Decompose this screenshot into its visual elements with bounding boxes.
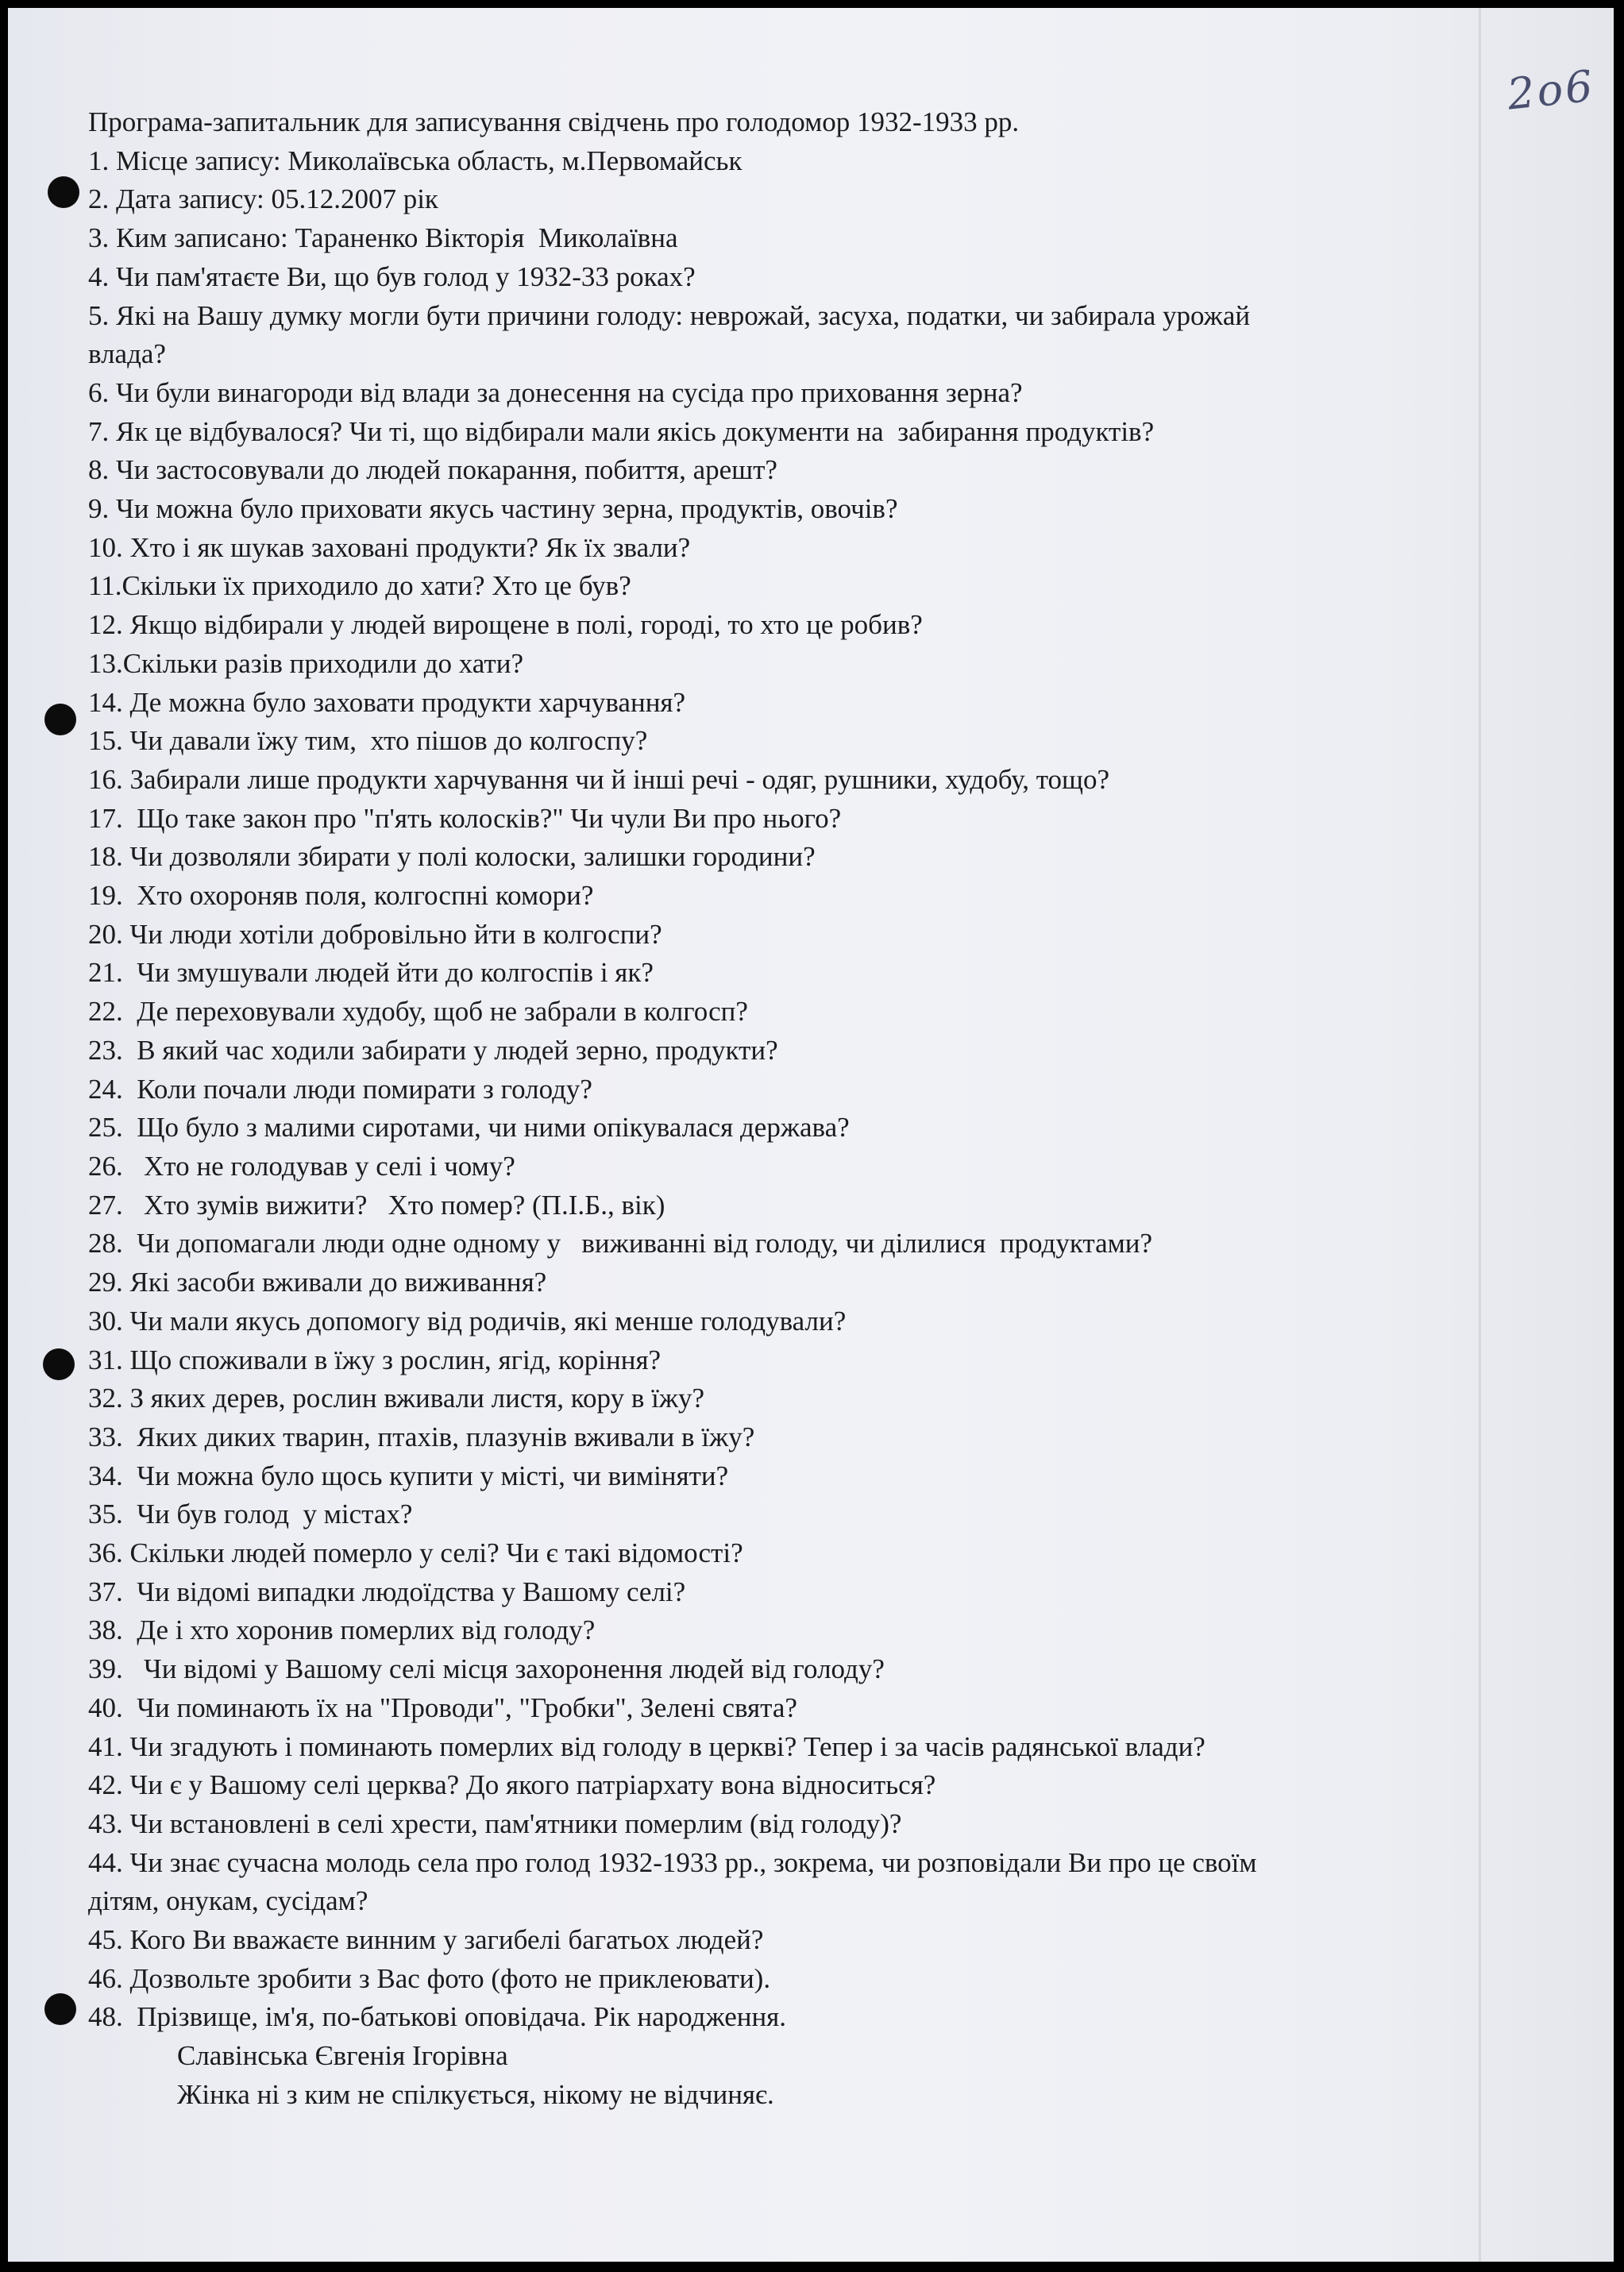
question-line: 43. Чи встановлені в селі хрести, пам'ятники померлим (від голоду)? xyxy=(88,1807,902,1839)
question-line: 37. Чи відомі випадки людоїдства у Вашому селі? xyxy=(88,1576,686,1607)
question-line: 16. Забирали лише продукти харчування чи й інші речі - одяг, рушники, худобу, тощо? xyxy=(88,763,1110,795)
narrator-name: Славінська Євгенія Ігорівна xyxy=(177,2040,508,2072)
punch-hole xyxy=(48,176,79,208)
question-line: 36. Скільки людей померло у селі? Чи є такі відомості? xyxy=(88,1537,743,1569)
question-line: 22. Де переховували худобу, щоб не забрали в колгосп? xyxy=(88,996,748,1028)
question-line: 48. Прізвище, ім'я, по-батькові оповідача. Рік народження. xyxy=(88,2001,787,2033)
questionnaire-body xyxy=(88,103,1486,2115)
question-line: 15. Чи давали їжу тим, хто пішов до колгоспу? xyxy=(88,725,648,757)
question-line: 41. Чи згадують і поминають померлих від голоду в церкві? Тепер і за часів радянської влади? xyxy=(88,1730,1205,1762)
question-line: дітям, онукам, сусідам? xyxy=(88,1885,368,1917)
question-line: 5. Які на Вашу думку могли бути причини голоду: неврожай, засуха, податки, чи забирала урожай xyxy=(88,299,1251,331)
question-line: 9. Чи можна було приховати якусь частину зерна, продуктів, овочів? xyxy=(88,493,898,525)
question-line: 3. Ким записано: Тараненко Вікторія Миколаївна xyxy=(88,222,678,254)
punch-hole xyxy=(43,1348,75,1380)
question-line: 21. Чи змушували людей йти до колгоспів і як? xyxy=(88,957,654,989)
question-line: 20. Чи люди хотіли добровільно йти в колгоспи? xyxy=(88,918,662,950)
question-line: 42. Чи є у Вашому селі церква? До якого патріархату вона відноситься? xyxy=(88,1769,936,1801)
question-line: 40. Чи поминають їх на "Проводи", "Гробки", Зелені свята? xyxy=(88,1691,797,1723)
question-line: 32. З яких дерев, рослин вживали листя, кору в їжу? xyxy=(88,1383,705,1414)
question-line: 30. Чи мали якусь допомогу від родичів, які менше голодували? xyxy=(88,1305,847,1337)
question-line: 2. Дата запису: 05.12.2007 рік xyxy=(88,183,438,215)
question-line: 26. Хто не голодував у селі і чому? xyxy=(88,1150,515,1182)
question-line: 23. В який час ходили забирати у людей зерно, продукти? xyxy=(88,1034,778,1066)
question-line: 1. Місце запису: Миколаївська область, м.Первомайськ xyxy=(88,145,743,176)
question-line: 17. Що таке закон про "п'ять колосків?" Чи чули Ви про нього? xyxy=(88,802,842,834)
punch-hole xyxy=(44,704,76,735)
question-line: 19. Хто охороняв поля, колгоспні комори? xyxy=(88,880,594,912)
question-line: 12. Якщо відбирали у людей вирощене в полі, городі, то хто це робив? xyxy=(88,609,923,641)
question-line: 46. Дозвольте зробити з Вас фото (фото не приклеювати). xyxy=(88,1962,771,1994)
punch-hole xyxy=(44,1993,76,2025)
handwritten-page-number: 2о6 xyxy=(1505,60,1598,120)
question-line: 24. Коли почали люди помирати з голоду? xyxy=(88,1073,592,1105)
question-line: 44. Чи знає сучасна молодь села про голод 1932-1933 рр., зокрема, чи розповідали Ви про це своїм xyxy=(88,1846,1257,1878)
question-line: 25. Що було з малими сиротами, чи ними опікувалася держава? xyxy=(88,1112,850,1144)
question-list xyxy=(88,142,1486,2037)
question-line: 45. Кого Ви вважаєте винним у загибелі багатьох людей? xyxy=(88,1924,764,1956)
question-line: 39. Чи відомі у Вашому селі місця захоронення людей від голоду? xyxy=(88,1653,885,1685)
question-line: 8. Чи застосовували до людей покарання, побиття, арешт? xyxy=(88,454,777,486)
question-line: 18. Чи дозволяли збирати у полі колоски, залишки городини? xyxy=(88,841,816,873)
question-line: 7. Як це відбувалося? Чи ті, що відбирали мали якісь документи на забирання продуктів? xyxy=(88,415,1155,447)
question-line: влада? xyxy=(88,338,166,370)
question-line: 13.Скільки разів приходили до хати? xyxy=(88,647,523,679)
question-line: 14. Де можна було заховати продукти харчування? xyxy=(88,686,686,718)
question-line: 6. Чи були винагороди від влади за донесення на сусіда про приховання зерна? xyxy=(88,376,1023,408)
narrator-note: Жінка ні з ким не спілкується, нікому не відчиняє. xyxy=(177,2078,774,2110)
document-title: Програма-запитальник для записування свідчень про голодомор 1932-1933 рр. xyxy=(88,106,1020,137)
question-line: 27. Хто зумів вижити? Хто помер? (П.І.Б., вік) xyxy=(88,1189,665,1221)
question-line: 11.Скільки їх приходило до хати? Хто це був? xyxy=(88,570,631,602)
question-line: 31. Що споживали в їжу з рослин, ягід, коріння? xyxy=(88,1344,662,1375)
question-line: 10. Хто і як шукав заховані продукти? Як їх звали? xyxy=(88,531,691,563)
question-line: 4. Чи пам'ятаєте Ви, що був голод у 1932-33 роках? xyxy=(88,260,696,292)
question-line: 28. Чи допомагали люди одне одному у виживанні від голоду, чи ділилися продуктами? xyxy=(88,1228,1153,1259)
question-line: 34. Чи можна було щось купити у місті, чи виміняти? xyxy=(88,1460,729,1491)
question-line: 33. Яких диких тварин, птахів, плазунів вживали в їжу? xyxy=(88,1421,755,1452)
question-line: 38. Де і хто хоронив померлих від голоду? xyxy=(88,1614,596,1646)
question-line: 35. Чи був голод у містах? xyxy=(88,1499,413,1530)
question-line: 29. Які засоби вживали до виживання? xyxy=(88,1267,547,1298)
